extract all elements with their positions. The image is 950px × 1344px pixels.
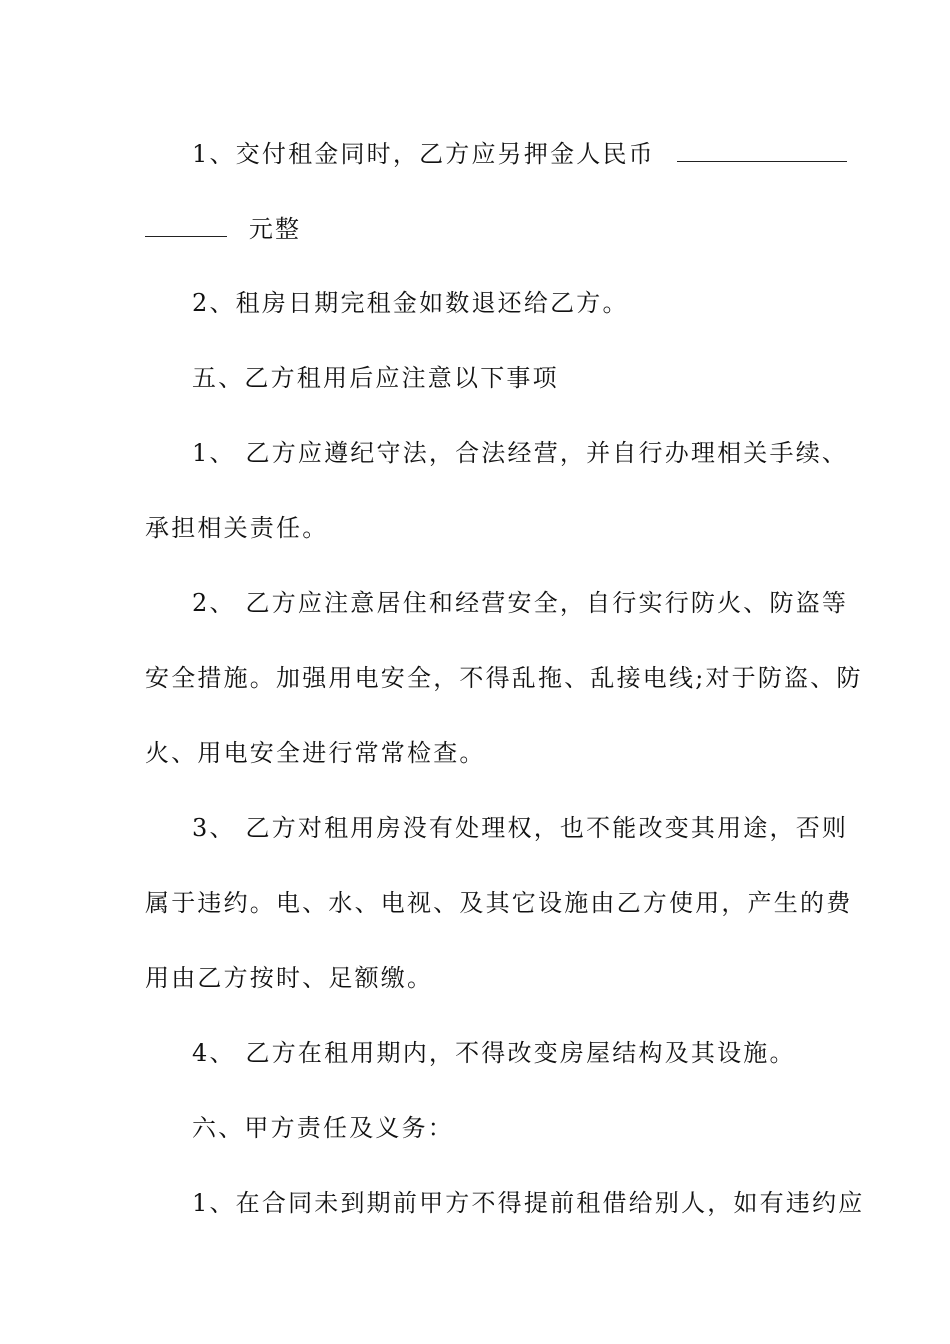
text-line-deposit: [192, 137, 847, 170]
text-line-item-2: 2、 乙方应注意居住和经营安全，自行实行防火、防盗等: [192, 589, 849, 617]
text-line-item-3: 3、 乙方对租用房没有处理权，也不能改变其用途，否则: [192, 814, 849, 842]
section-heading-five: 五、乙方租用后应注意以下事项: [192, 364, 559, 392]
text-line-deposit-unit: [145, 212, 301, 245]
text-line-item-2-cont-b: 火、用电安全进行常常检查。: [145, 739, 486, 767]
section-heading-six: 六、甲方责任及义务：: [192, 1114, 454, 1142]
text-line-lessor-item-1: 1、在合同未到期前甲方不得提前租借给别人，如有违约应: [192, 1189, 865, 1217]
text-line-deposit-unit-text: 元整: [248, 215, 302, 243]
deposit-amount-blank-continued: [145, 212, 227, 237]
text-line-item-3-cont-b: 用由乙方按时、足额缴。: [145, 964, 434, 992]
text-line-deposit-text: 1、交付租金同时，乙方应另押金人民币: [192, 140, 655, 168]
text-line-item-4: 4、 乙方在租用期内，不得改变房屋结构及其设施。: [192, 1039, 796, 1067]
text-line-refund: 2、租房日期完租金如数退还给乙方。: [192, 289, 629, 317]
text-line-item-2-cont-a: 安全措施。加强用电安全，不得乱拖、乱接电线;对于防盗、防: [145, 664, 863, 692]
deposit-amount-blank: [677, 137, 847, 162]
text-line-item-3-cont-a: 属于违约。电、水、电视、及其它设施由乙方使用，产生的费: [145, 889, 853, 917]
text-line-item-1: 1、 乙方应遵纪守法，合法经营，并自行办理相关手续、: [192, 439, 849, 467]
text-line-item-1-cont: 承担相关责任。: [145, 514, 329, 542]
